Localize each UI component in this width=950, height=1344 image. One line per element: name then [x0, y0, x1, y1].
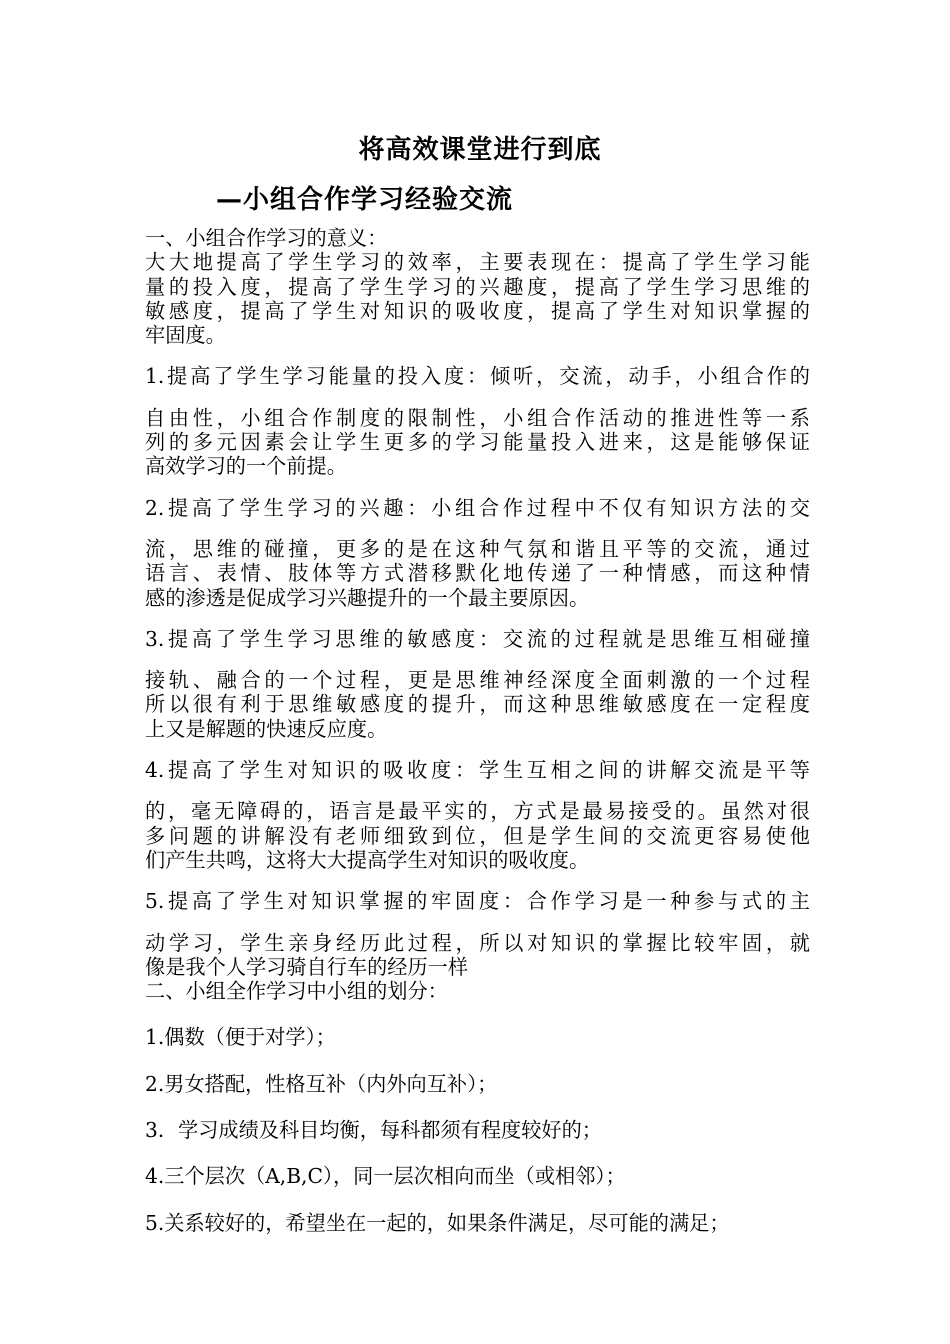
point-first-line: 2.提高了学生学习的兴趣：小组合作过程中不仅有知识方法的交 [145, 495, 810, 520]
paragraph-line: 们产生共鸣，这将大大提高学生对知识的吸收度。 [145, 847, 590, 872]
paragraph-line: 高效学习的一个前提。 [145, 454, 347, 479]
point-first-line: 4.提高了学生对知识的吸收度：学生互相之间的讲解交流是平等 [145, 758, 810, 783]
paragraph-line: 感的渗透是促成学习兴趣提升的一个最主要原因。 [145, 585, 590, 610]
paragraph-line: 所以很有利于思维敏感度的提升，而这种思维敏感度在一定程度 [145, 692, 810, 717]
point-first-line: 1.提高了学生学习能量的投入度：倾听，交流，动手，小组合作的 [145, 364, 810, 389]
paragraph-line: 接轨、融合的一个过程，更是思维神经深度全面刺激的一个过程 [145, 668, 810, 693]
paragraph-line: 自由性，小组合作制度的限制性，小组合作活动的推进性等一系 [145, 405, 810, 430]
paragraph-line: 多问题的讲解没有老师细致到位，但是学生间的交流更容易使他 [145, 823, 810, 848]
paragraph-line: 的，毫无障碍的，语言是最平实的，方式是最易接受的。虽然对很 [145, 799, 810, 824]
list-item: 4.三个层次（A,B,C），同一层次相向而坐（或相邻）； [145, 1164, 626, 1189]
document-title: 将高效课堂进行到底 [358, 135, 602, 165]
list-item: 3．学习成绩及科目均衡，每科都须有程度较好的； [145, 1118, 602, 1143]
paragraph-line: 量的投入度，提高了学生学习的兴趣度，提高了学生学习思维的 [145, 274, 810, 299]
paragraph-line: 大大地提高了学生学习的效率，主要表现在：提高了学生学习能 [145, 250, 810, 275]
list-item: 1.偶数（便于对学）； [145, 1025, 336, 1050]
paragraph-line: 流，思维的碰撞，更多的是在这种气氛和谐且平等的交流，通过 [145, 536, 810, 561]
list-item: 2.男女搭配，性格互补（内外向互补）； [145, 1071, 498, 1096]
point-first-line: 3.提高了学生学习思维的敏感度：交流的过程就是思维互相碰撞 [145, 626, 810, 651]
paragraph-line: 牢固度。 [145, 323, 226, 348]
document-body [145, 226, 810, 1235]
paragraph-line: 语言、表情、肢体等方式潜移默化地传递了一种情感，而这种情 [145, 561, 810, 586]
document-subtitle: —小组合作学习经验交流 [216, 185, 514, 215]
list-item: 5.关系较好的，希望坐在一起的，如果条件满足，尽可能的满足； [145, 1210, 730, 1235]
point-first-line: 5.提高了学生对知识掌握的牢固度：合作学习是一种参与式的主 [145, 889, 810, 914]
paragraph-line: 上又是解题的快速反应度。 [145, 716, 388, 741]
paragraph-line: 敏感度，提高了学生对知识的吸收度，提高了学生对知识掌握的 [145, 298, 810, 323]
section-heading: 二、小组全作学习中小组的划分： [145, 979, 448, 1004]
paragraph-line: 列的多元因素会让学生更多的学习能量投入进来，这是能够保证 [145, 430, 810, 455]
paragraph-line: 动学习，学生亲身经历此过程，所以对知识的掌握比较牢固，就 [145, 930, 810, 955]
paragraph-line: 像是我个人学习骑自行车的经历一样 [145, 954, 469, 979]
section-heading: 一、小组合作学习的意义： [145, 226, 388, 250]
